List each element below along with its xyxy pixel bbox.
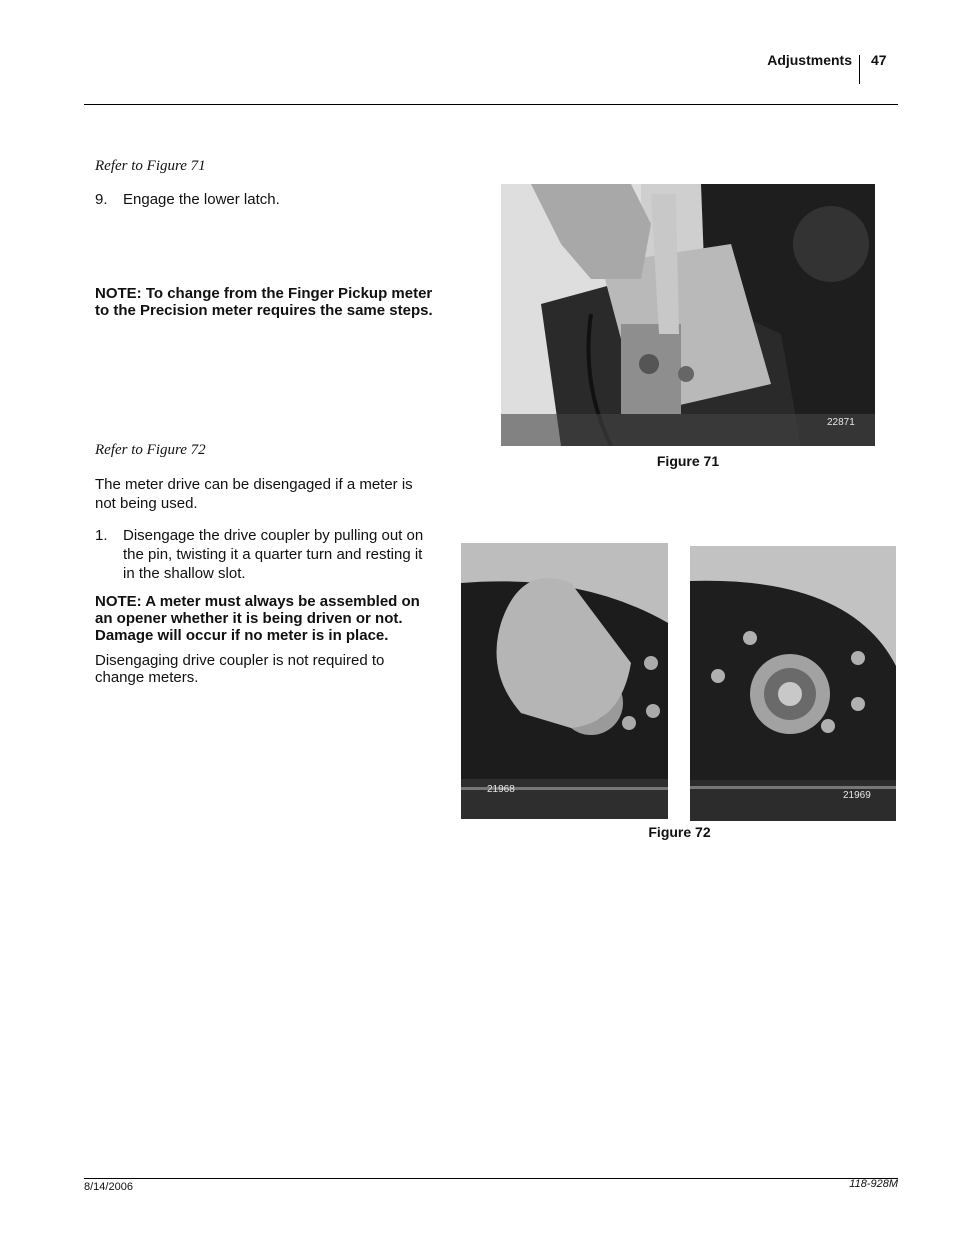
- note-finger-pickup: NOTE: To change from the Finger Pickup meter to the Precision meter requires the same steps.: [95, 285, 433, 319]
- paragraph-meter-drive: The meter drive can be disengaged if a meter is not being used.: [95, 476, 413, 512]
- footer-date: 8/14/2006: [84, 1181, 133, 1193]
- image-id-label: 22871: [827, 417, 855, 428]
- step-text: Disengage the drive coupler by pulling out on the pin, twisting it a quarter turn and resting it in the shallow slot.: [123, 527, 424, 582]
- figure-71-reference: Refer to Figure 71: [95, 158, 206, 174]
- section-title: Adjustments: [767, 52, 852, 68]
- figure-71-caption: Figure 71: [656, 453, 720, 469]
- header-divider: [859, 55, 860, 84]
- note-meter-assembled: NOTE: A meter must always be assembled on an opener whether it is being driven or not. Damage will occur if no meter is in place.: [95, 593, 420, 644]
- figure-72-caption: Figure 72: [648, 824, 711, 840]
- figure-72-reference: Refer to Figure 72: [95, 442, 206, 458]
- paragraph-disengaging: Disengaging drive coupler is not required to change meters.: [95, 652, 385, 686]
- page-number: 47: [871, 52, 887, 68]
- step-1: [95, 526, 435, 583]
- step-number: 1.: [95, 527, 108, 544]
- document-number: 118-928M: [849, 1178, 898, 1190]
- step-number: 9.: [95, 191, 108, 208]
- figure-71-photo: [501, 184, 875, 446]
- step-text: Engage the lower latch.: [123, 191, 280, 208]
- figure-72a-photo: [461, 543, 668, 819]
- image-id-label: 21968: [487, 784, 515, 795]
- header-rule: [84, 104, 898, 105]
- image-id-label: 21969: [843, 790, 871, 801]
- step-9: [95, 190, 435, 209]
- figure-72b-photo: [690, 546, 896, 821]
